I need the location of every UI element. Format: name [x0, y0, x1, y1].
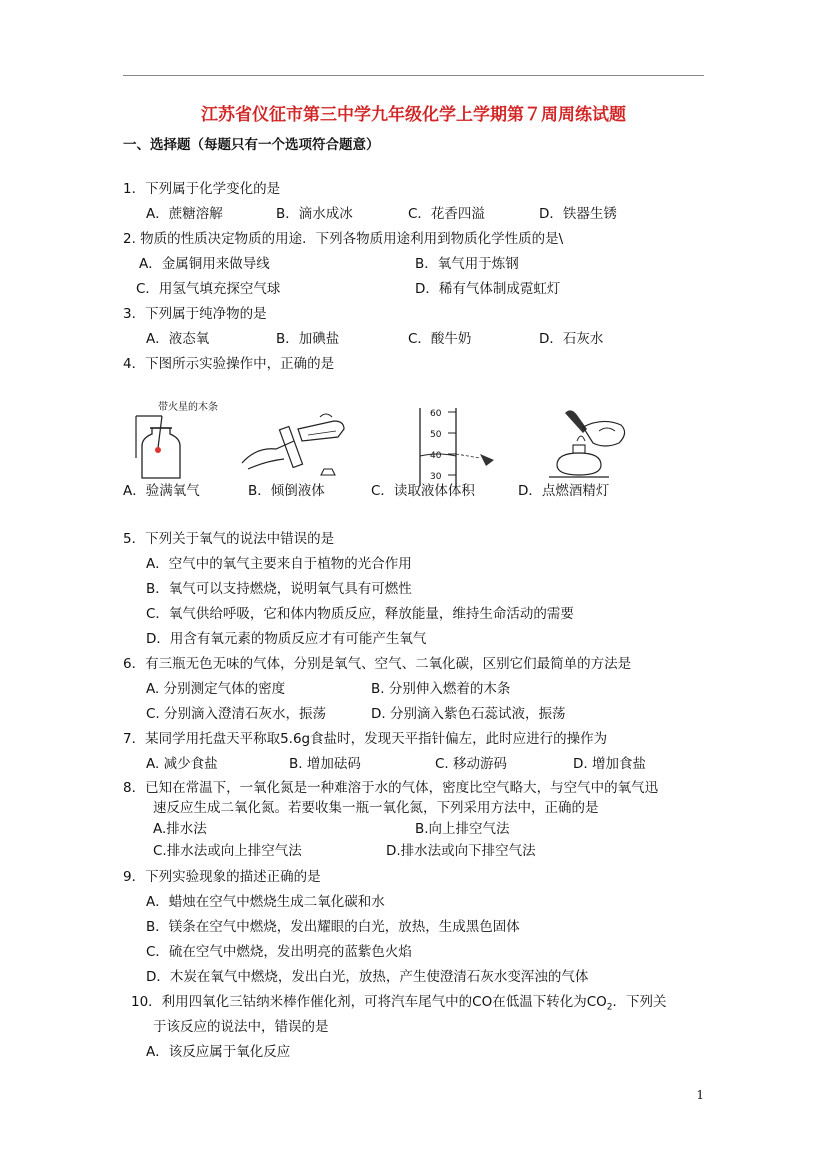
page-number: 1	[696, 1088, 704, 1102]
q1-option-a: A．蔗糖溶解	[146, 206, 223, 222]
q9-stem: 9．下列实验现象的描述正确的是	[123, 869, 321, 885]
q2-option-d: D．稀有气体制成霓虹灯	[415, 281, 561, 297]
q7-option-a: A. 减少食盐	[146, 756, 218, 772]
q5-option-c: C．氧气供给呼吸，它和体内物质反应，释放能量，维持生命活动的需要	[146, 606, 574, 622]
q9-option-c: C．硫在空气中燃烧，发出明亮的蓝紫色火焰	[146, 944, 412, 960]
q8-option-b: B.向上排空气法	[415, 821, 510, 837]
q8-stem-line2: 速反应生成二氧化氮。若要收集一瓶一氧化氮，下列采用方法中，正确的是	[153, 800, 599, 816]
q5-option-d: D．用含有氧元素的物质反应才有可能产生氧气	[146, 631, 427, 647]
q9-option-b: B．镁条在空气中燃烧，发出耀眼的白光，放热，生成黑色固体	[146, 919, 520, 935]
pour-liquid-figure	[236, 405, 351, 485]
q7-option-c: C. 移动游码	[435, 756, 508, 772]
q10-stem-line1	[131, 993, 667, 1017]
q2-option-b: B．氧气用于炼钢	[415, 256, 519, 272]
alcohol-lamp-figure	[543, 405, 633, 485]
q8-option-d: D.排水法或向下排空气法	[386, 843, 536, 859]
oxygen-test-figure	[132, 398, 222, 482]
q5-option-a: A．空气中的氧气主要来自于植物的光合作用	[146, 556, 412, 572]
q6-option-c: C. 分别滴入澄清石灰水，振荡	[146, 706, 327, 722]
q3-option-c: C．酸牛奶	[408, 331, 472, 347]
q7-option-d: D. 增加食盐	[573, 756, 646, 772]
q6-stem: 6．有三瓶无色无味的气体，分别是氧气、空气、二氧化碳，区别它们最简单的方法是	[123, 656, 632, 672]
q4-stem: 4．下图所示实验操作中，正确的是	[123, 356, 335, 372]
header-rule	[123, 75, 704, 76]
q7-stem: 7．某同学用托盘天平称取5.6g食盐时，发现天平指针偏左，此时应进行的操作为	[123, 731, 608, 747]
page-title: 江苏省仪征市第三中学九年级化学上学期第７周周练试题	[201, 105, 626, 125]
scale-60: 60	[430, 409, 442, 419]
q10-stem-text: 10．利用四氧化三钴纳米棒作催化剂，可将汽车尾气中的CO在低温下转化为CO	[131, 994, 607, 1010]
scale-40: 40	[430, 451, 442, 461]
scale-30: 30	[430, 472, 442, 482]
q3-option-d: D．石灰水	[539, 331, 604, 347]
cylinder-reading-figure	[410, 402, 506, 488]
q8-stem-line1: 8．已知在常温下，一氧化氮是一种难溶于水的气体，密度比空气略大，与空气中的氧气迅	[123, 780, 659, 796]
q6-option-a: A. 分别测定气体的密度	[146, 681, 286, 697]
q2-option-a: A．金属铜用来做导线	[139, 256, 270, 272]
q1-option-c: C．花香四溢	[408, 206, 485, 222]
q4-option-d: D．点燃酒精灯	[518, 483, 610, 499]
q9-option-d: D．木炭在氧气中燃烧，发出白光，放热，产生使澄清石灰水变浑浊的气体	[146, 969, 589, 985]
splint-label: 带火星的木条	[158, 402, 218, 413]
q2-stem: 2. 物质的性质决定物质的用途．下列各物质用途利用到物质化学性质的是\	[123, 231, 564, 247]
q10-stem-end: ．下列关	[612, 994, 667, 1010]
q3-option-a: A．液态氧	[146, 331, 210, 347]
section-heading: 一、选择题（每题只有一个选项符合题意）	[123, 137, 380, 153]
eye-icon	[480, 454, 494, 466]
q4-option-c: C．读取液体体积	[371, 483, 475, 499]
q10-subscript: 2	[606, 1002, 613, 1013]
q5-stem: 5．下列关于氧气的说法中错误的是	[123, 531, 335, 547]
q10-option-a: A．该反应属于氧化反应	[146, 1044, 291, 1060]
q1-option-d: D．铁器生锈	[539, 206, 617, 222]
q8-option-a: A.排水法	[153, 821, 207, 837]
q1-option-b: B．滴水成冰	[276, 206, 353, 222]
scale-50: 50	[430, 430, 442, 440]
q10-stem-line2: 于该反应的说法中，错误的是	[153, 1019, 329, 1035]
q6-option-d: D. 分别滴入紫色石蕊试液，振荡	[371, 706, 566, 722]
q5-option-b: B．氧气可以支持燃烧，说明氧气具有可燃性	[146, 581, 412, 597]
q8-option-c: C.排水法或向上排空气法	[153, 843, 302, 859]
q2-option-c: C．用氢气填充探空气球	[136, 281, 281, 297]
q3-stem: 3．下列属于纯净物的是	[123, 306, 267, 322]
q4-option-a: A．验满氧气	[123, 483, 200, 499]
q1-stem: 1．下列属于化学变化的是	[123, 181, 281, 197]
q6-option-b: B. 分别伸入燃着的木条	[371, 681, 511, 697]
q7-option-b: B. 增加砝码	[289, 756, 361, 772]
q9-option-a: A．蜡烛在空气中燃烧生成二氧化碳和水	[146, 894, 385, 910]
q4-option-b: B．倾倒液体	[248, 483, 325, 499]
q3-option-b: B．加碘盐	[276, 331, 340, 347]
